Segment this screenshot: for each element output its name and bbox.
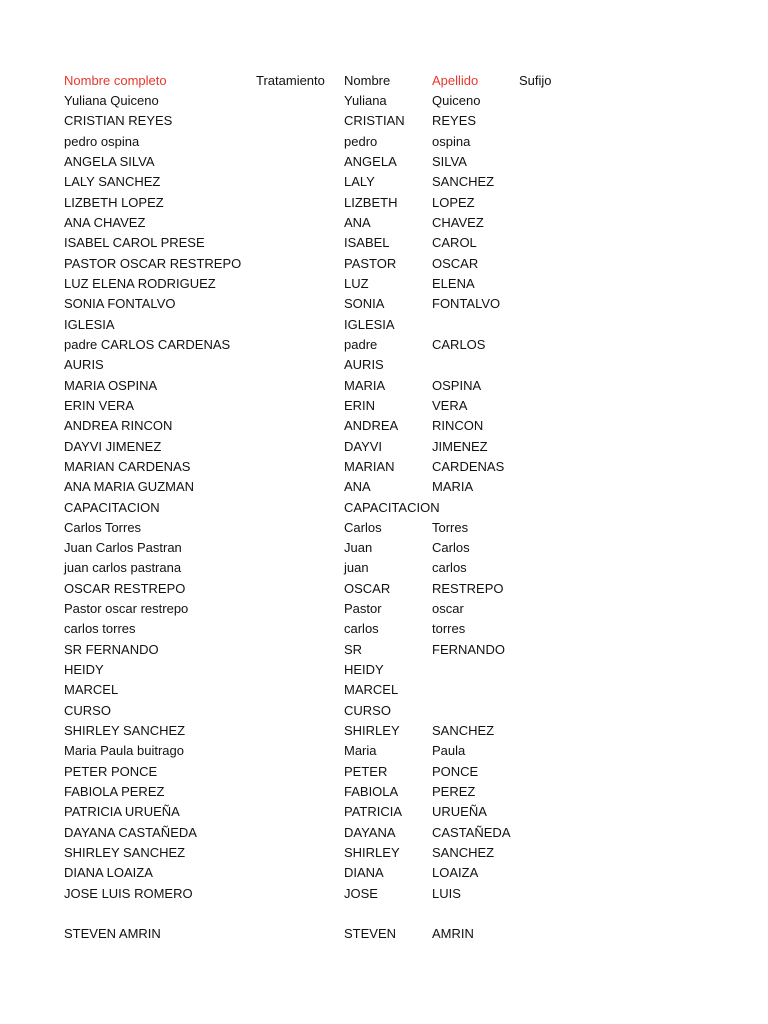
table-row bbox=[0, 904, 768, 924]
cell-apellido: FERNANDO bbox=[432, 641, 505, 657]
cell-apellido: ELENA bbox=[432, 275, 475, 291]
table-row bbox=[0, 518, 768, 538]
cell-nombre-completo: SHIRLEY SANCHEZ bbox=[64, 845, 186, 861]
cell-nombre: PETER bbox=[344, 763, 388, 779]
cell-nombre-completo: AURIS bbox=[64, 357, 104, 373]
cell-nombre-completo: JOSE LUIS ROMERO bbox=[64, 885, 193, 901]
cell-nombre: LIZBETH bbox=[344, 194, 398, 210]
cell-nombre: OSCAR bbox=[344, 580, 391, 596]
table-row bbox=[0, 437, 768, 457]
cell-apellido: LOPEZ bbox=[432, 194, 475, 210]
cell-apellido: REYES bbox=[432, 113, 477, 129]
cell-nombre-completo: SONIA FONTALVO bbox=[64, 296, 176, 312]
cell-nombre-completo: DIANA LOAIZA bbox=[64, 865, 153, 881]
cell-nombre-completo: MARIA OSPINA bbox=[64, 377, 158, 393]
cell-nombre-completo: STEVEN AMRIN bbox=[64, 926, 161, 942]
table-row bbox=[0, 193, 768, 213]
cell-apellido: RINCON bbox=[432, 418, 484, 434]
cell-apellido: Paula bbox=[432, 743, 466, 759]
cell-nombre: SONIA bbox=[344, 296, 385, 312]
cell-nombre: Maria bbox=[344, 743, 377, 759]
cell-nombre: DAYANA bbox=[344, 824, 396, 840]
table-row bbox=[0, 213, 768, 233]
cell-nombre-completo: Yuliana Quiceno bbox=[64, 93, 159, 108]
cell-nombre-completo: PETER PONCE bbox=[64, 763, 158, 779]
cell-nombre: LALY bbox=[344, 174, 375, 190]
cell-nombre-completo: FABIOLA PEREZ bbox=[64, 784, 165, 800]
cell-apellido: AMRIN bbox=[432, 926, 474, 942]
cell-nombre: LUZ bbox=[344, 275, 369, 291]
cell-nombre: pedro bbox=[344, 133, 378, 149]
cell-nombre: CAPACITACION bbox=[344, 499, 440, 515]
table-row bbox=[0, 558, 768, 578]
cell-nombre-completo: ANGELA SILVA bbox=[64, 153, 155, 169]
table-row bbox=[0, 701, 768, 721]
cell-nombre: CURSO bbox=[344, 702, 391, 718]
cell-nombre-completo: ANA MARIA GUZMAN bbox=[64, 479, 195, 495]
cell-nombre: CRISTIAN bbox=[344, 113, 405, 129]
cell-apellido: carlos bbox=[432, 560, 467, 576]
cell-apellido: CASTAÑEDA bbox=[432, 824, 511, 840]
cell-nombre: carlos bbox=[344, 621, 379, 637]
table-row bbox=[0, 741, 768, 761]
header-apellido: Apellido bbox=[432, 73, 479, 88]
cell-apellido: CARLOS bbox=[432, 336, 486, 352]
table-row bbox=[0, 132, 768, 152]
cell-nombre-completo: ISABEL CAROL PRESE bbox=[64, 235, 205, 251]
cell-nombre: Carlos bbox=[344, 519, 382, 535]
cell-apellido: SANCHEZ bbox=[432, 723, 495, 739]
cell-nombre-completo: PATRICIA URUEÑA bbox=[64, 804, 180, 820]
cell-apellido: PEREZ bbox=[432, 784, 476, 800]
cell-nombre-completo: PASTOR OSCAR RESTREPO bbox=[64, 255, 242, 271]
cell-nombre-completo: LUZ ELENA RODRIGUEZ bbox=[64, 275, 216, 291]
cell-nombre: JOSE bbox=[344, 885, 378, 901]
cell-nombre: ANA bbox=[344, 479, 371, 495]
table-row bbox=[0, 172, 768, 192]
table-row bbox=[0, 152, 768, 172]
table-row bbox=[0, 91, 768, 111]
cell-nombre: SHIRLEY bbox=[344, 845, 400, 861]
cell-apellido: CARDENAS bbox=[432, 458, 505, 474]
cell-nombre: AURIS bbox=[344, 357, 384, 373]
table-row bbox=[0, 477, 768, 497]
cell-apellido: CHAVEZ bbox=[432, 214, 484, 230]
cell-apellido: SILVA bbox=[432, 153, 467, 169]
table-row bbox=[0, 823, 768, 843]
table-row bbox=[0, 843, 768, 863]
table-row bbox=[0, 660, 768, 680]
cell-nombre-completo: IGLESIA bbox=[64, 316, 115, 332]
table-row bbox=[0, 863, 768, 883]
cell-apellido: LOAIZA bbox=[432, 865, 479, 881]
cell-apellido: VERA bbox=[432, 397, 468, 413]
table-row bbox=[0, 640, 768, 660]
table-row bbox=[0, 335, 768, 355]
table-row bbox=[0, 274, 768, 294]
cell-nombre-completo: Juan Carlos Pastran bbox=[64, 540, 182, 556]
cell-apellido: oscar bbox=[432, 601, 464, 617]
cell-apellido: OSPINA bbox=[432, 377, 482, 393]
table-row bbox=[0, 802, 768, 822]
cell-nombre: MARIA bbox=[344, 377, 386, 393]
cell-nombre: juan bbox=[344, 560, 369, 576]
cell-nombre: ERIN bbox=[344, 397, 376, 413]
table-row bbox=[0, 416, 768, 436]
header-row bbox=[0, 71, 768, 91]
cell-nombre: Juan bbox=[344, 540, 373, 556]
table-row bbox=[0, 579, 768, 599]
header-nombre-completo: Nombre completo bbox=[64, 73, 167, 88]
cell-nombre: DAYVI bbox=[344, 438, 383, 454]
table-row bbox=[0, 233, 768, 253]
cell-nombre-completo: carlos torres bbox=[64, 621, 136, 637]
cell-nombre: MARCEL bbox=[344, 682, 399, 698]
cell-apellido: Carlos bbox=[432, 540, 470, 556]
cell-apellido: RESTREPO bbox=[432, 580, 504, 596]
table-row bbox=[0, 884, 768, 904]
table-row bbox=[0, 538, 768, 558]
header-sufijo: Sufijo bbox=[519, 73, 552, 88]
cell-apellido: OSCAR bbox=[432, 255, 479, 271]
cell-nombre: ANDREA bbox=[344, 418, 399, 434]
cell-nombre: IGLESIA bbox=[344, 316, 395, 332]
table-row bbox=[0, 721, 768, 741]
cell-nombre: DIANA bbox=[344, 865, 384, 881]
cell-nombre-completo: Pastor oscar restrepo bbox=[64, 601, 189, 617]
table-row bbox=[0, 782, 768, 802]
table-row bbox=[0, 498, 768, 518]
cell-nombre-completo: ERIN VERA bbox=[64, 397, 135, 413]
cell-nombre-completo: LALY SANCHEZ bbox=[64, 174, 161, 190]
cell-nombre-completo: ANA CHAVEZ bbox=[64, 214, 146, 230]
table-row bbox=[0, 924, 768, 944]
cell-apellido: MARIA bbox=[432, 479, 474, 495]
cell-nombre: PASTOR bbox=[344, 255, 397, 271]
cell-nombre-completo: MARCEL bbox=[64, 682, 119, 698]
table-row bbox=[0, 355, 768, 375]
cell-nombre-completo: OSCAR RESTREPO bbox=[64, 580, 186, 596]
cell-apellido: CAROL bbox=[432, 235, 477, 251]
cell-nombre-completo: Maria Paula buitrago bbox=[64, 743, 184, 759]
cell-nombre-completo: HEIDY bbox=[64, 662, 104, 678]
cell-nombre-completo: DAYANA CASTAÑEDA bbox=[64, 824, 197, 840]
table-row bbox=[0, 396, 768, 416]
cell-nombre: SHIRLEY bbox=[344, 723, 400, 739]
cell-nombre: STEVEN bbox=[344, 926, 397, 942]
cell-apellido: PONCE bbox=[432, 763, 479, 779]
cell-apellido: SANCHEZ bbox=[432, 845, 495, 861]
table-row bbox=[0, 111, 768, 131]
table-row bbox=[0, 376, 768, 396]
table-row bbox=[0, 762, 768, 782]
cell-nombre-completo: CURSO bbox=[64, 702, 111, 718]
cell-nombre: ANA bbox=[344, 214, 371, 230]
cell-nombre-completo: pedro ospina bbox=[64, 133, 140, 149]
cell-nombre-completo: MARIAN CARDENAS bbox=[64, 458, 191, 474]
cell-apellido: SANCHEZ bbox=[432, 174, 495, 190]
cell-nombre: Yuliana bbox=[344, 93, 387, 108]
table-row bbox=[0, 680, 768, 700]
cell-nombre-completo: ANDREA RINCON bbox=[64, 418, 173, 434]
cell-nombre: ISABEL bbox=[344, 235, 390, 251]
table-row bbox=[0, 294, 768, 314]
cell-nombre-completo: DAYVI JIMENEZ bbox=[64, 438, 162, 454]
table-row bbox=[0, 457, 768, 477]
cell-nombre-completo: CRISTIAN REYES bbox=[64, 113, 173, 129]
cell-nombre: SR bbox=[344, 641, 363, 657]
table-row bbox=[0, 599, 768, 619]
cell-nombre-completo: CAPACITACION bbox=[64, 499, 160, 515]
cell-apellido: Quiceno bbox=[432, 93, 481, 108]
cell-nombre-completo: SR FERNANDO bbox=[64, 641, 159, 657]
cell-apellido: FONTALVO bbox=[432, 296, 501, 312]
cell-nombre: HEIDY bbox=[344, 662, 384, 678]
cell-nombre: PATRICIA bbox=[344, 804, 403, 820]
cell-apellido: LUIS bbox=[432, 885, 461, 901]
table-row bbox=[0, 619, 768, 639]
cell-nombre-completo: SHIRLEY SANCHEZ bbox=[64, 723, 186, 739]
cell-nombre: Pastor bbox=[344, 601, 382, 617]
table-row bbox=[0, 315, 768, 335]
cell-apellido: ospina bbox=[432, 133, 471, 149]
header-tratamiento: Tratamiento bbox=[256, 73, 325, 88]
table-row bbox=[0, 254, 768, 274]
cell-apellido: Torres bbox=[432, 519, 469, 535]
cell-apellido: JIMENEZ bbox=[432, 438, 488, 454]
cell-nombre-completo: Carlos Torres bbox=[64, 519, 142, 535]
cell-nombre: MARIAN bbox=[344, 458, 395, 474]
cell-apellido: URUEÑA bbox=[432, 804, 487, 820]
cell-nombre: padre bbox=[344, 336, 378, 352]
cell-nombre: FABIOLA bbox=[344, 784, 399, 800]
cell-nombre: ANGELA bbox=[344, 153, 397, 169]
cell-nombre-completo: juan carlos pastrana bbox=[64, 560, 182, 576]
cell-apellido: torres bbox=[432, 621, 466, 637]
cell-nombre-completo: LIZBETH LOPEZ bbox=[64, 194, 164, 210]
header-nombre: Nombre bbox=[344, 73, 391, 88]
cell-nombre-completo: padre CARLOS CARDENAS bbox=[64, 336, 231, 352]
